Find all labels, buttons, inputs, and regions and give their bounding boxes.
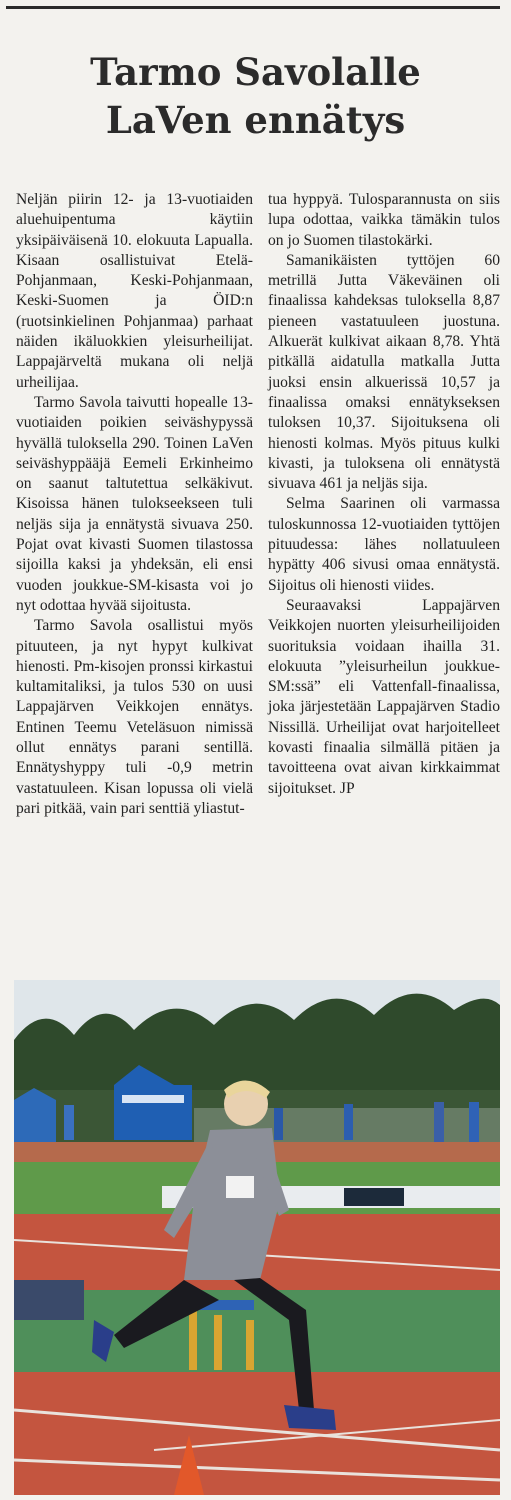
paragraph: tua hyppyä. Tulosparannusta on siis lupa odottaa, vaikka tämäkin tulos on jo Suomen tilastokärki. [268,191,500,249]
hurdle-post [246,1320,254,1370]
spectator [64,1105,74,1140]
article-headline [0,48,511,144]
spectator [434,1102,444,1142]
spectator [344,1104,353,1140]
barrier-logo [344,1188,404,1206]
paragraph: Seuraavaksi Lappajärven Veikkojen nuorten yleisurheilijoiden suorituksia voidaan ihailla 31. elokuuta ”yleisurheilun joukkue-SM:ssä” eli Vattenfall-finaalissa, joka järjestetään Lappajärven Stadio Nissillä. Urheilijat ovat harjoitelleet kovasti finaalia silmällä pitäen ja tavoitteena ovat aivan kirkkaimmat sijoitukset. JP [268,596,500,797]
paragraph: Tarmo Savola taivutti hopealle 13-vuotiaiden poikien seiväshypyssä hyvällä tuloksella 290. Toinen LaVen seiväshyppääjä Eemeli Erkinheimo on saanut taltutettua selkäkivut. Kisoissa hänen tulokseekseen tuli neljäs sija ja ennätystä sivuava 250. Pojat ovat kivasti Suomen tilastossa sijoilla kaksi ja yhdeksän, eli ensi vuoden joukkue-SM-kisasta voi jo nyt odottaa hyvää sijoitusta. [16,393,253,614]
top-rule [6,6,500,9]
headline-line-2: LaVen ennätys [105,98,406,142]
equipment-bag [14,1280,84,1320]
photo-illustration [14,980,500,1495]
hurdle-post [214,1315,222,1370]
runner-bib [226,1176,254,1198]
spectator [469,1102,479,1142]
paragraph: Tarmo Savola osallistui myös pituuteen, ja nyt hypyt kulkivat hienosti. Pm-kisojen pronssi kirkastui kultamitaliksi, ja tulos 530 on uusi Lappajärven Veikkojen ennätys. Entinen Teemu Veteläsuon nimissä ollut ennätys parani sentillä. Ennätyshyppy tuli -0,9 metrin vastatuuleen. Kisan lopussa oli vielä pari pitkää, vain pari senttiä yliastut- [16,617,253,817]
paragraph: Neljän piirin 12- ja 13-vuotiaiden aluehuipentuma käytiin yksipäiväisenä 10. elokuuta Lapualla. Kisaan osallistuivat Etelä-Pohjanmaan, Keski-Pohjanmaan, Keski-Suomen ja ÖID:n (ruotsinkielinen Pohjanmaa) parhaat näiden ikäluokkien yleisurheilijat. Lappajärveltä mukana oli neljä urheilijaa. [16,191,253,391]
article-column-left [16,190,253,819]
paragraph: Samanikäisten tyttöjen 60 metrillä Jutta Väkeväinen oli finaalissa kahdeksas tuloksella 8,87 pieneen vastatuuleen juostuna. Alkuerät kulkivat aikaan 8,78. Yhtä pitkällä aidatulla matkalla Jutta juoksi ensin alkuerissä 10,57 ja finaalissa omaksi ennätykseksen tuloksen 10,37. Sijoituksena oli hienosti kolmas. Myös pituus kulki kivasti, ja tuloksena oli ennätystä sivuava 461 ja neljäs sija. [268,251,500,493]
running-athlete-photo [14,980,500,1495]
headline-line-1: Tarmo Savolalle [90,50,421,94]
tent-banner [122,1095,184,1103]
spectator [274,1108,283,1140]
paragraph: Selma Saarinen oli varmassa tuloskunnossa 12-vuotiaiden tyttöjen pituudessa: lähes nollatuuleen hypätty 406 sivusi omaa ennätystä. Sijoitus oli hienosti viides. [268,495,500,594]
article-column-right [268,190,500,799]
track-green-zone [14,1290,500,1372]
hurdle-post [189,1310,197,1370]
